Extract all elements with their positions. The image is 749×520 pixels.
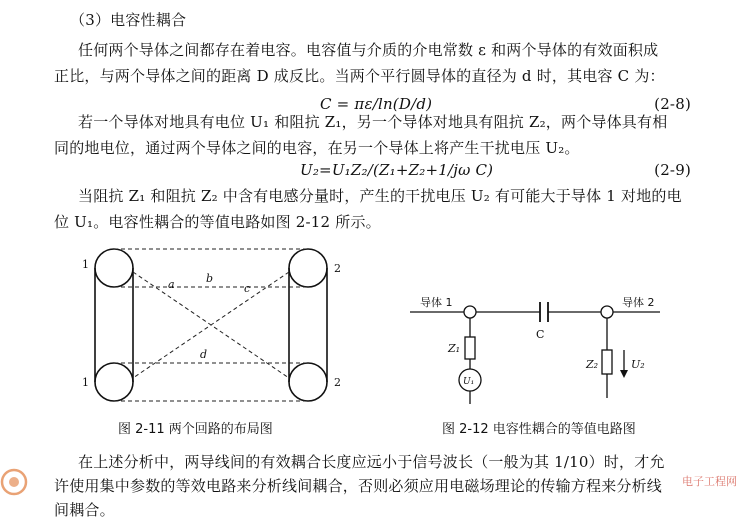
watermark-text: 电子工程网 — [682, 475, 737, 488]
loop-label-left-bottom: 1 — [82, 376, 89, 389]
loop-label-left-top: 1 — [82, 258, 89, 271]
z1-label: Z₁ — [448, 342, 461, 355]
figure-2-12-caption: 图 2-12 电容性耦合的等值电路图 — [442, 422, 636, 437]
conductor-2-label: 导体 2 — [622, 296, 655, 309]
z2-label: Z₂ — [586, 358, 599, 371]
paragraph-4-line-1: 在上述分析中，两导线间的有效耦合长度应远小于信号波长（一般为其 1/10）时，才允 — [78, 453, 665, 471]
coupling-label-d: d — [200, 348, 208, 361]
conductor-1-label: 导体 1 — [420, 296, 453, 309]
paragraph-3-line-1: 当阻抗 Z₁ 和阻抗 Z₂ 中含有电感分量时，产生的干扰电压 U₂ 有可能大于导体 1 对地的电 — [78, 187, 682, 205]
coupling-label-b: b — [206, 272, 214, 285]
loop-label-right-top: 2 — [334, 262, 341, 275]
paragraph-1-line-1: 任何两个导体之间都存在着电容。电容值与介质的介电常数 ε 和两个导体的有效面积成 — [78, 41, 659, 59]
node-2 — [601, 306, 613, 318]
coupling-label-c: c — [244, 282, 251, 295]
watermark-logo-icon — [0, 463, 92, 501]
u2-arrowhead — [620, 370, 628, 378]
paragraph-2-line-1: 若一个导体对地具有电位 U₁ 和阻抗 Z₁，另一个导体对地具有阻抗 Z₂，两个导体具有相 — [78, 113, 668, 131]
z1-resistor — [465, 337, 475, 359]
loop-label-right-bottom: 2 — [334, 376, 341, 389]
u2-label: U₂ — [631, 358, 645, 371]
node-1 — [464, 306, 476, 318]
equation-2-9-number: (2-9) — [654, 161, 691, 179]
equation-2-9-text: U₂=U₁Z₂/(Z₁+Z₂+1/jω C) — [300, 161, 494, 179]
paragraph-4-line-2: 许使用集中参数的等效电路来分析线间耦合，否则必须应用电磁场理论的传输方程来分析线 — [54, 477, 663, 495]
paragraph-3-line-2: 位 U₁。电容性耦合的等值电路如图 2-12 所示。 — [54, 213, 381, 231]
section-heading: （3）电容性耦合 — [70, 11, 187, 29]
capacitor-label: C — [536, 328, 545, 341]
paragraph-2-line-2: 同的地电位，通过两个导体之间的电容，在另一个导体上将产生干扰电压 U₂。 — [54, 139, 580, 157]
u1-label: U₁ — [463, 377, 475, 387]
paragraph-1-line-2: 正比，与两个导体之间的距离 D 成反比。当两个平行圆导体的直径为 d 时，其电容 C 为： — [54, 67, 665, 85]
paragraph-4-line-3: 间耦合。 — [54, 501, 115, 519]
coupling-label-a: a — [168, 278, 175, 291]
equation-2-8-text: C = πε/ln(D/d) — [320, 95, 433, 113]
z2-resistor — [602, 350, 612, 374]
figure-2-11-caption: 图 2-11 两个回路的布局图 — [118, 422, 273, 437]
equation-2-8-number: (2-8) — [654, 95, 691, 113]
